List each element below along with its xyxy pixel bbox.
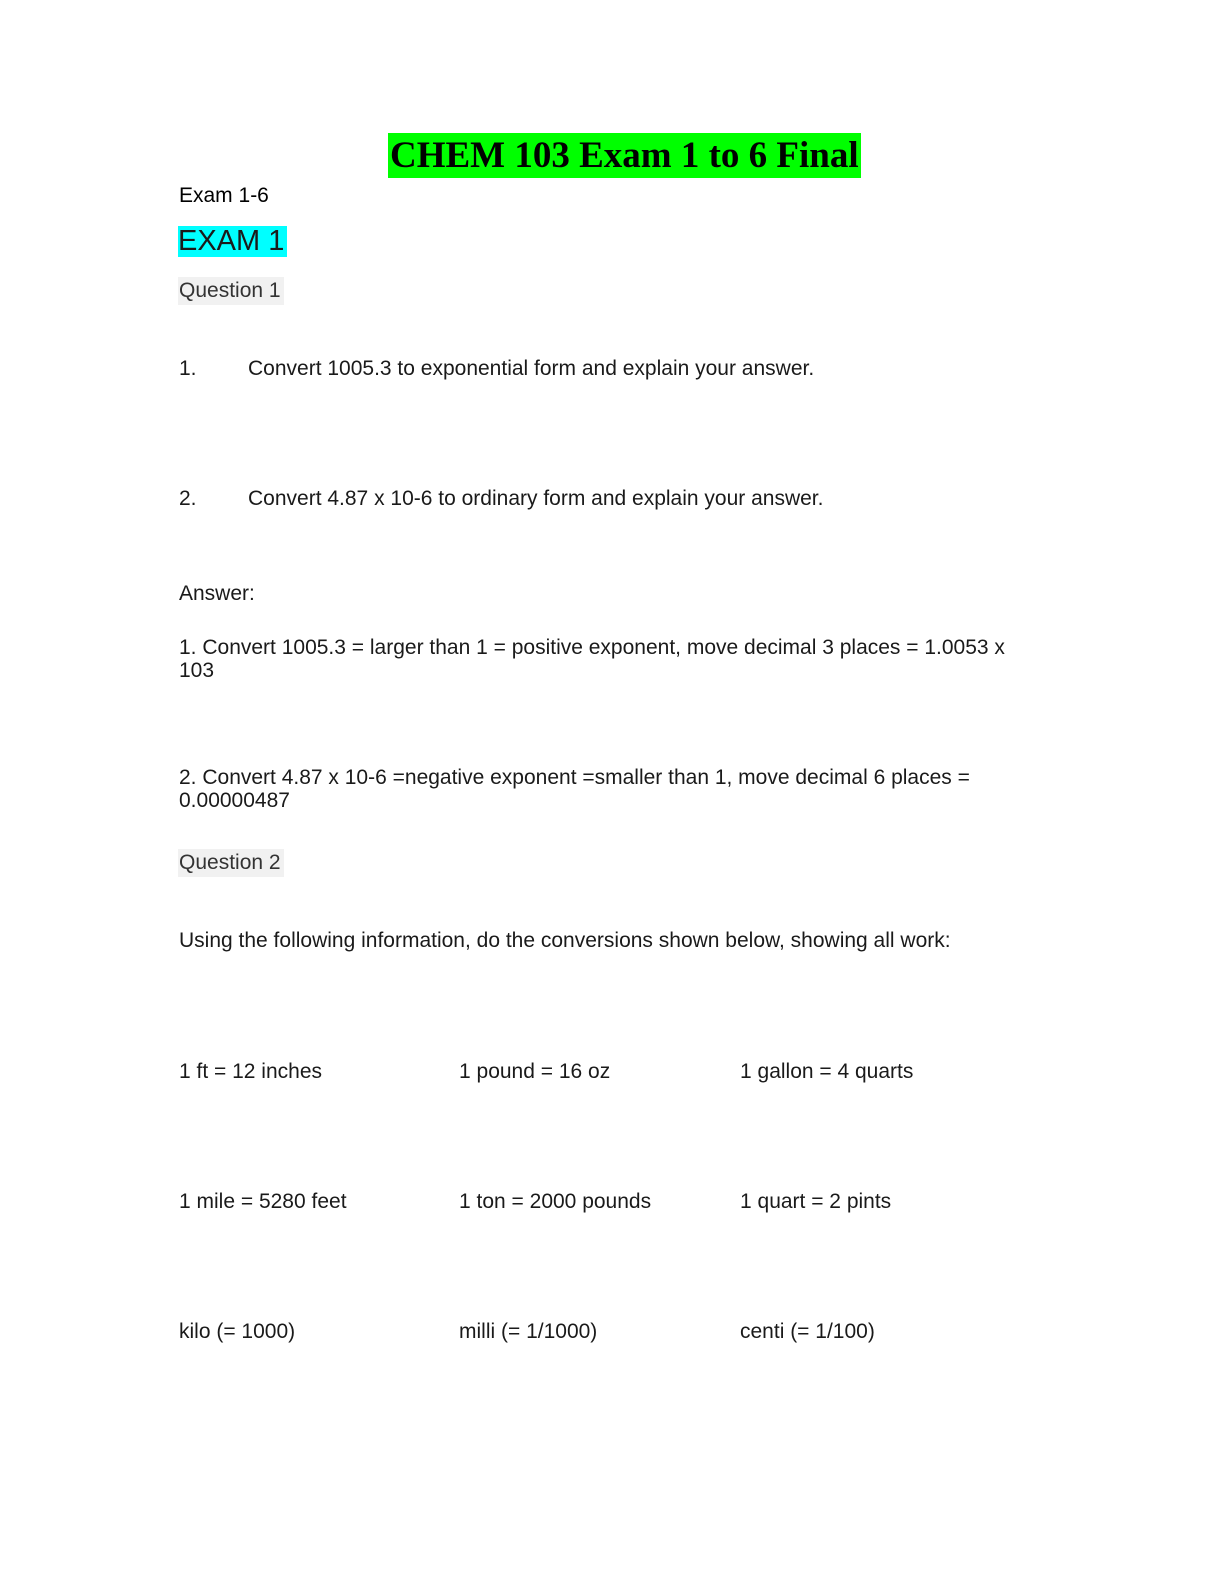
answer-2: 2. Convert 4.87 x 10-6 =negative exponent =smaller than 1, move decimal 6 places = 0.00000487 (179, 766, 970, 812)
question-1-item-2-number: 2. (179, 487, 197, 510)
answer-label: Answer: (179, 582, 255, 605)
document-subtitle: Exam 1-6 (179, 184, 269, 207)
answer-1: 1. Convert 1005.3 = larger than 1 = positive exponent, move decimal 3 places = 1.0053 x 103 (179, 636, 1005, 682)
conversion-gallon-quarts: 1 gallon = 4 quarts (740, 1060, 914, 1083)
conversion-mile-feet: 1 mile = 5280 feet (179, 1190, 347, 1213)
question-2-intro: Using the following information, do the conversions shown below, showing all work: (179, 929, 951, 952)
question-1-heading: Question 1 (178, 277, 284, 305)
conversion-ft-inches: 1 ft = 12 inches (179, 1060, 323, 1083)
prefix-milli: milli (= 1/1000) (459, 1320, 598, 1343)
conversion-pound-oz: 1 pound = 16 oz (459, 1060, 611, 1083)
prefix-kilo: kilo (= 1000) (179, 1320, 296, 1343)
conversion-ton-pounds: 1 ton = 2000 pounds (459, 1190, 652, 1213)
prefix-centi: centi (= 1/100) (740, 1320, 875, 1343)
exam-heading: EXAM 1 (178, 226, 287, 257)
question-2-heading: Question 2 (178, 849, 284, 877)
question-1-item-2-text: Convert 4.87 x 10-6 to ordinary form and explain your answer. (248, 487, 824, 510)
document-title: CHEM 103 Exam 1 to 6 Final (390, 135, 859, 176)
question-1-item-1-number: 1. (179, 357, 197, 380)
conversion-quart-pints: 1 quart = 2 pints (740, 1190, 892, 1213)
question-1-item-1-text: Convert 1005.3 to exponential form and explain your answer. (248, 357, 815, 380)
